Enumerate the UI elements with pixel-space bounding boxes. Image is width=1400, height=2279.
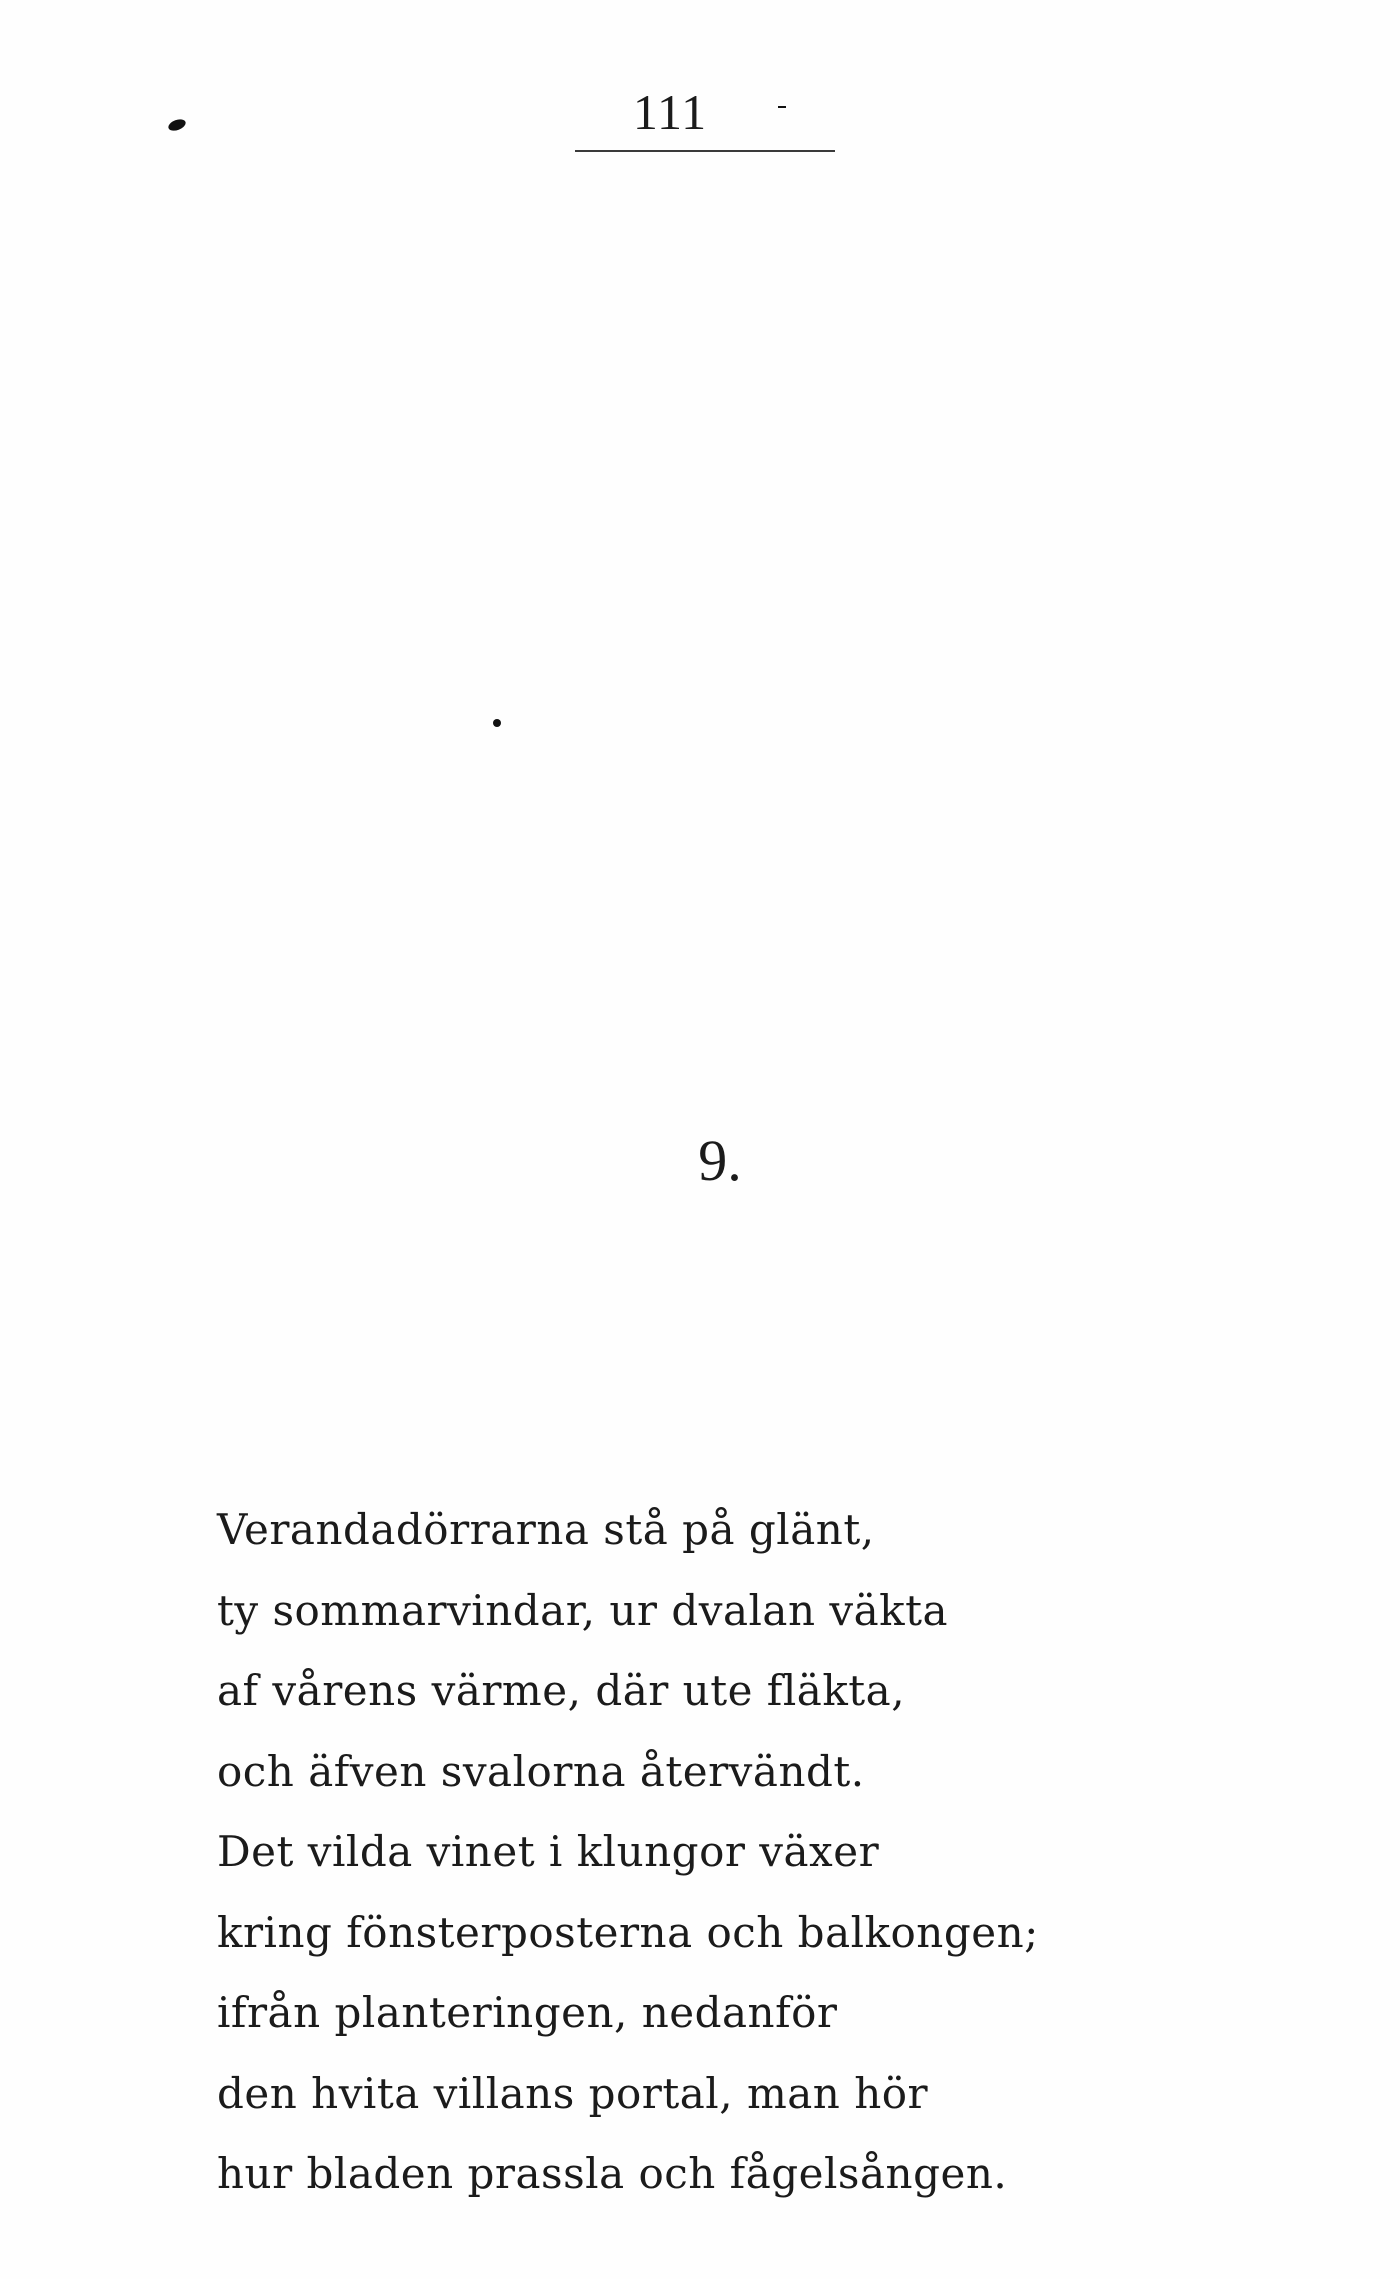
- ink-dot: [493, 719, 501, 727]
- ink-speck: [167, 117, 187, 133]
- poem-line: ty sommarvindar, ur dvalan väkta: [217, 1585, 949, 1635]
- poem-line: och äfven svalorna återvändt.: [217, 1746, 865, 1796]
- page-number: 111: [632, 84, 708, 140]
- poem-line: kring fönsterposterna och balkongen;: [217, 1907, 1039, 1957]
- header-rule: [575, 150, 835, 152]
- poem-line: hur bladen prassla och fågelsången.: [217, 2149, 1008, 2198]
- poem-text: [217, 1490, 1367, 2215]
- poem-line: Verandadörrarna stå på glänt,: [217, 1505, 875, 1554]
- ink-dash: [778, 106, 786, 108]
- poem-line: den hvita villans portal, man hör: [217, 2068, 929, 2118]
- section-number: 9.: [698, 1128, 742, 1193]
- poem-line: af vårens värme, där ute fläkta,: [217, 1666, 906, 1715]
- poem-line: Det vilda vinet i klungor växer: [217, 1827, 880, 1876]
- poem-line: ifrån planteringen, nedanför: [217, 1988, 838, 2037]
